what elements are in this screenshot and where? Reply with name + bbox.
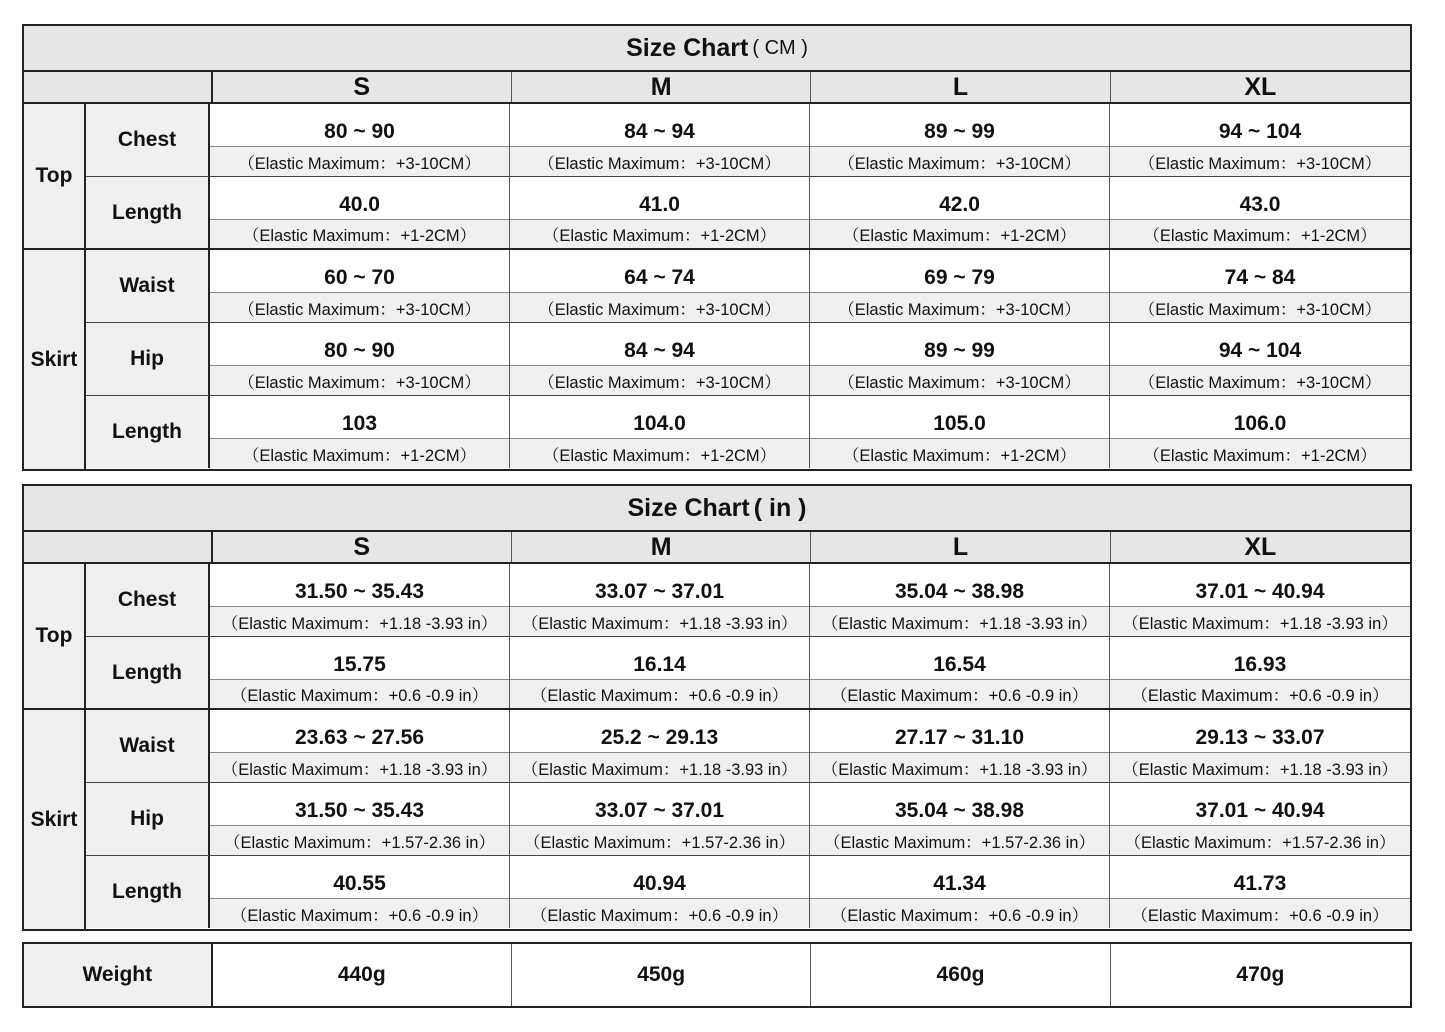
size-cell [510,396,810,468]
size-cell [210,637,510,708]
weight-label: Weight [24,944,213,1006]
measurement-value: 41.0 [510,177,809,220]
size-cell [1110,323,1410,395]
elastic-note: （Elastic Maximum：+1-2CM） [810,439,1109,468]
in-table-body [24,564,1410,929]
measurement-value: 16.54 [810,637,1109,680]
in-size-xl-header: XL [1244,532,1277,561]
size-cell [210,323,510,395]
elastic-note: （Elastic Maximum：+0.6 -0.9 in） [810,899,1109,928]
elastic-note: （Elastic Maximum：+0.6 -0.9 in） [510,680,809,708]
measurement-value: 89 ~ 99 [810,323,1109,366]
elastic-note: （Elastic Maximum：+3-10CM） [210,366,509,395]
in-category-column [24,564,86,929]
size-cell [510,783,810,855]
elastic-note: （Elastic Maximum：+1-2CM） [210,220,509,248]
measurement-value: 42.0 [810,177,1109,220]
weight-xl-value: 470g [1236,963,1285,986]
measurement-value: 40.55 [210,856,509,899]
elastic-note: （Elastic Maximum：+1-2CM） [1110,439,1410,468]
size-cell [510,637,810,708]
elastic-note: （Elastic Maximum：+3-10CM） [810,293,1109,322]
measurement-value: 35.04 ~ 38.98 [810,783,1109,826]
table-row [86,104,1410,177]
measurement-value: 80 ~ 90 [210,323,509,366]
size-cell [1110,250,1410,322]
measurement-value: 80 ~ 90 [210,104,509,147]
size-cell [210,104,510,176]
size-cell [210,856,510,928]
measurement-value: 41.73 [1110,856,1410,899]
cm-header-corner [24,72,213,102]
table-row [86,177,1410,250]
size-cell [1110,564,1410,636]
measurement-value: 27.17 ~ 31.10 [810,710,1109,753]
table-row [86,637,1410,710]
measurement-value: 23.63 ~ 27.56 [210,710,509,753]
measurement-value: 64 ~ 74 [510,250,809,293]
table-row [86,710,1410,783]
size-cell [1110,177,1410,248]
elastic-note: （Elastic Maximum：+3-10CM） [810,366,1109,395]
in-size-s-header: S [213,532,512,562]
size-cell [810,250,1110,322]
elastic-note: （Elastic Maximum：+1.18 -3.93 in） [810,607,1109,636]
in-rows [86,564,1410,929]
in-size-header-row [24,532,1410,564]
cm-size-xl-header: XL [1244,72,1277,101]
size-cell [810,856,1110,928]
cm-category-column [24,104,86,469]
size-cell [510,564,810,636]
measurement-value: 89 ~ 99 [810,104,1109,147]
cm-title-text: Size Chart [626,33,749,62]
elastic-note: （Elastic Maximum：+1.18 -3.93 in） [1110,753,1410,782]
measurement-label: Hip [86,783,210,855]
measurement-value: 16.93 [1110,637,1410,680]
cm-table-title [24,26,1410,72]
measurement-value: 94 ~ 104 [1110,323,1410,366]
measurement-value: 103 [210,396,509,439]
size-cell [510,856,810,928]
size-cell [510,710,810,782]
elastic-note: （Elastic Maximum：+1.57-2.36 in） [510,826,809,855]
cm-size-l-header: L [811,72,1110,102]
size-cell [1110,783,1410,855]
measurement-value: 84 ~ 94 [510,323,809,366]
size-cell [810,323,1110,395]
measurement-value: 16.14 [510,637,809,680]
elastic-note: （Elastic Maximum：+3-10CM） [210,147,509,176]
measurement-label: Hip [86,323,210,395]
table-row [86,396,1410,468]
elastic-note: （Elastic Maximum：+0.6 -0.9 in） [210,899,509,928]
size-cell [210,710,510,782]
size-chart-in-table [22,484,1412,931]
elastic-note: （Elastic Maximum：+0.6 -0.9 in） [1110,680,1410,708]
elastic-note: （Elastic Maximum：+1-2CM） [510,220,809,248]
elastic-note: （Elastic Maximum：+1.18 -3.93 in） [210,607,509,636]
elastic-note: （Elastic Maximum：+1-2CM） [1110,220,1410,248]
measurement-value: 37.01 ~ 40.94 [1110,564,1410,607]
measurement-value: 69 ~ 79 [810,250,1109,293]
elastic-note: （Elastic Maximum：+1.18 -3.93 in） [810,753,1109,782]
elastic-note: （Elastic Maximum：+1.57-2.36 in） [210,826,509,855]
size-cell [810,396,1110,468]
elastic-note: （Elastic Maximum：+0.6 -0.9 in） [210,680,509,708]
size-cell [210,177,510,248]
size-cell [810,783,1110,855]
size-cell [510,250,810,322]
measurement-label: Waist [86,250,210,322]
size-cell [810,564,1110,636]
weight-l-value: 460g [811,944,1110,1006]
size-cell [1110,856,1410,928]
size-cell [810,177,1110,248]
size-cell [1110,637,1410,708]
measurement-value: 84 ~ 94 [510,104,809,147]
cm-group-skirt: Skirt [24,250,84,469]
elastic-note: （Elastic Maximum：+3-10CM） [210,293,509,322]
size-cell [1110,396,1410,468]
measurement-label: Length [86,396,210,468]
measurement-value: 29.13 ~ 33.07 [1110,710,1410,753]
size-cell [210,250,510,322]
elastic-note: （Elastic Maximum：+1.18 -3.93 in） [210,753,509,782]
measurement-value: 33.07 ~ 37.01 [510,783,809,826]
elastic-note: （Elastic Maximum：+0.6 -0.9 in） [1110,899,1410,928]
table-row [86,250,1410,323]
measurement-value: 41.34 [810,856,1109,899]
table-row [86,323,1410,396]
size-cell [210,396,510,468]
measurement-label: Length [86,856,210,928]
measurement-value: 60 ~ 70 [210,250,509,293]
elastic-note: （Elastic Maximum：+0.6 -0.9 in） [810,680,1109,708]
elastic-note: （Elastic Maximum：+0.6 -0.9 in） [510,899,809,928]
cm-table-body [24,104,1410,469]
weight-table [22,942,1412,1008]
size-cell [810,637,1110,708]
measurement-value: 105.0 [810,396,1109,439]
measurement-value: 74 ~ 84 [1110,250,1410,293]
measurement-value: 40.0 [210,177,509,220]
elastic-note: （Elastic Maximum：+3-10CM） [510,147,809,176]
measurement-value: 104.0 [510,396,809,439]
measurement-value: 31.50 ~ 35.43 [210,564,509,607]
elastic-note: （Elastic Maximum：+3-10CM） [1110,366,1410,395]
measurement-label: Waist [86,710,210,782]
measurement-value: 35.04 ~ 38.98 [810,564,1109,607]
size-cell [810,710,1110,782]
cm-group-top: Top [24,104,84,250]
elastic-note: （Elastic Maximum：+1-2CM） [510,439,809,468]
measurement-value: 94 ~ 104 [1110,104,1410,147]
measurement-label: Chest [86,564,210,636]
cm-size-header-row [24,72,1410,104]
size-cell [510,323,810,395]
measurement-value: 31.50 ~ 35.43 [210,783,509,826]
size-cell [510,177,810,248]
table-row [86,564,1410,637]
measurement-label: Length [86,637,210,708]
measurement-value: 15.75 [210,637,509,680]
elastic-note: （Elastic Maximum：+3-10CM） [810,147,1109,176]
size-cell [810,104,1110,176]
size-cell [210,783,510,855]
elastic-note: （Elastic Maximum：+1.18 -3.93 in） [1110,607,1410,636]
elastic-note: （Elastic Maximum：+1.57-2.36 in） [1110,826,1410,855]
measurement-value: 25.2 ~ 29.13 [510,710,809,753]
in-group-skirt: Skirt [24,710,84,929]
in-size-m-header: M [512,532,811,562]
elastic-note: （Elastic Maximum：+1.18 -3.93 in） [510,607,809,636]
measurement-value: 33.07 ~ 37.01 [510,564,809,607]
elastic-note: （Elastic Maximum：+3-10CM） [510,293,809,322]
size-cell [210,564,510,636]
cm-rows [86,104,1410,469]
weight-row [24,944,1410,1006]
elastic-note: （Elastic Maximum：+1.57-2.36 in） [810,826,1109,855]
weight-m-value: 450g [512,944,811,1006]
in-title-text: Size Chart [627,493,750,522]
cm-size-s-header: S [213,72,512,102]
cm-size-m-header: M [512,72,811,102]
measurement-label: Chest [86,104,210,176]
measurement-value: 43.0 [1110,177,1410,220]
size-chart-cm-table [22,24,1412,471]
size-cell [1110,104,1410,176]
size-cell [510,104,810,176]
weight-s-value: 440g [213,944,512,1006]
measurement-value: 40.94 [510,856,809,899]
elastic-note: （Elastic Maximum：+3-10CM） [510,366,809,395]
cm-title-unit: ( CM ) [752,36,808,59]
size-cell [1110,710,1410,782]
measurement-label: Length [86,177,210,248]
elastic-note: （Elastic Maximum：+3-10CM） [1110,293,1410,322]
elastic-note: （Elastic Maximum：+1.18 -3.93 in） [510,753,809,782]
in-header-corner [24,532,213,562]
table-row [86,783,1410,856]
in-title-unit: ( in ) [753,493,807,522]
table-row [86,856,1410,928]
measurement-value: 106.0 [1110,396,1410,439]
measurement-value: 37.01 ~ 40.94 [1110,783,1410,826]
in-table-title [24,486,1410,532]
elastic-note: （Elastic Maximum：+3-10CM） [1110,147,1410,176]
in-size-l-header: L [811,532,1110,562]
elastic-note: （Elastic Maximum：+1-2CM） [810,220,1109,248]
elastic-note: （Elastic Maximum：+1-2CM） [210,439,509,468]
in-group-top: Top [24,564,84,710]
